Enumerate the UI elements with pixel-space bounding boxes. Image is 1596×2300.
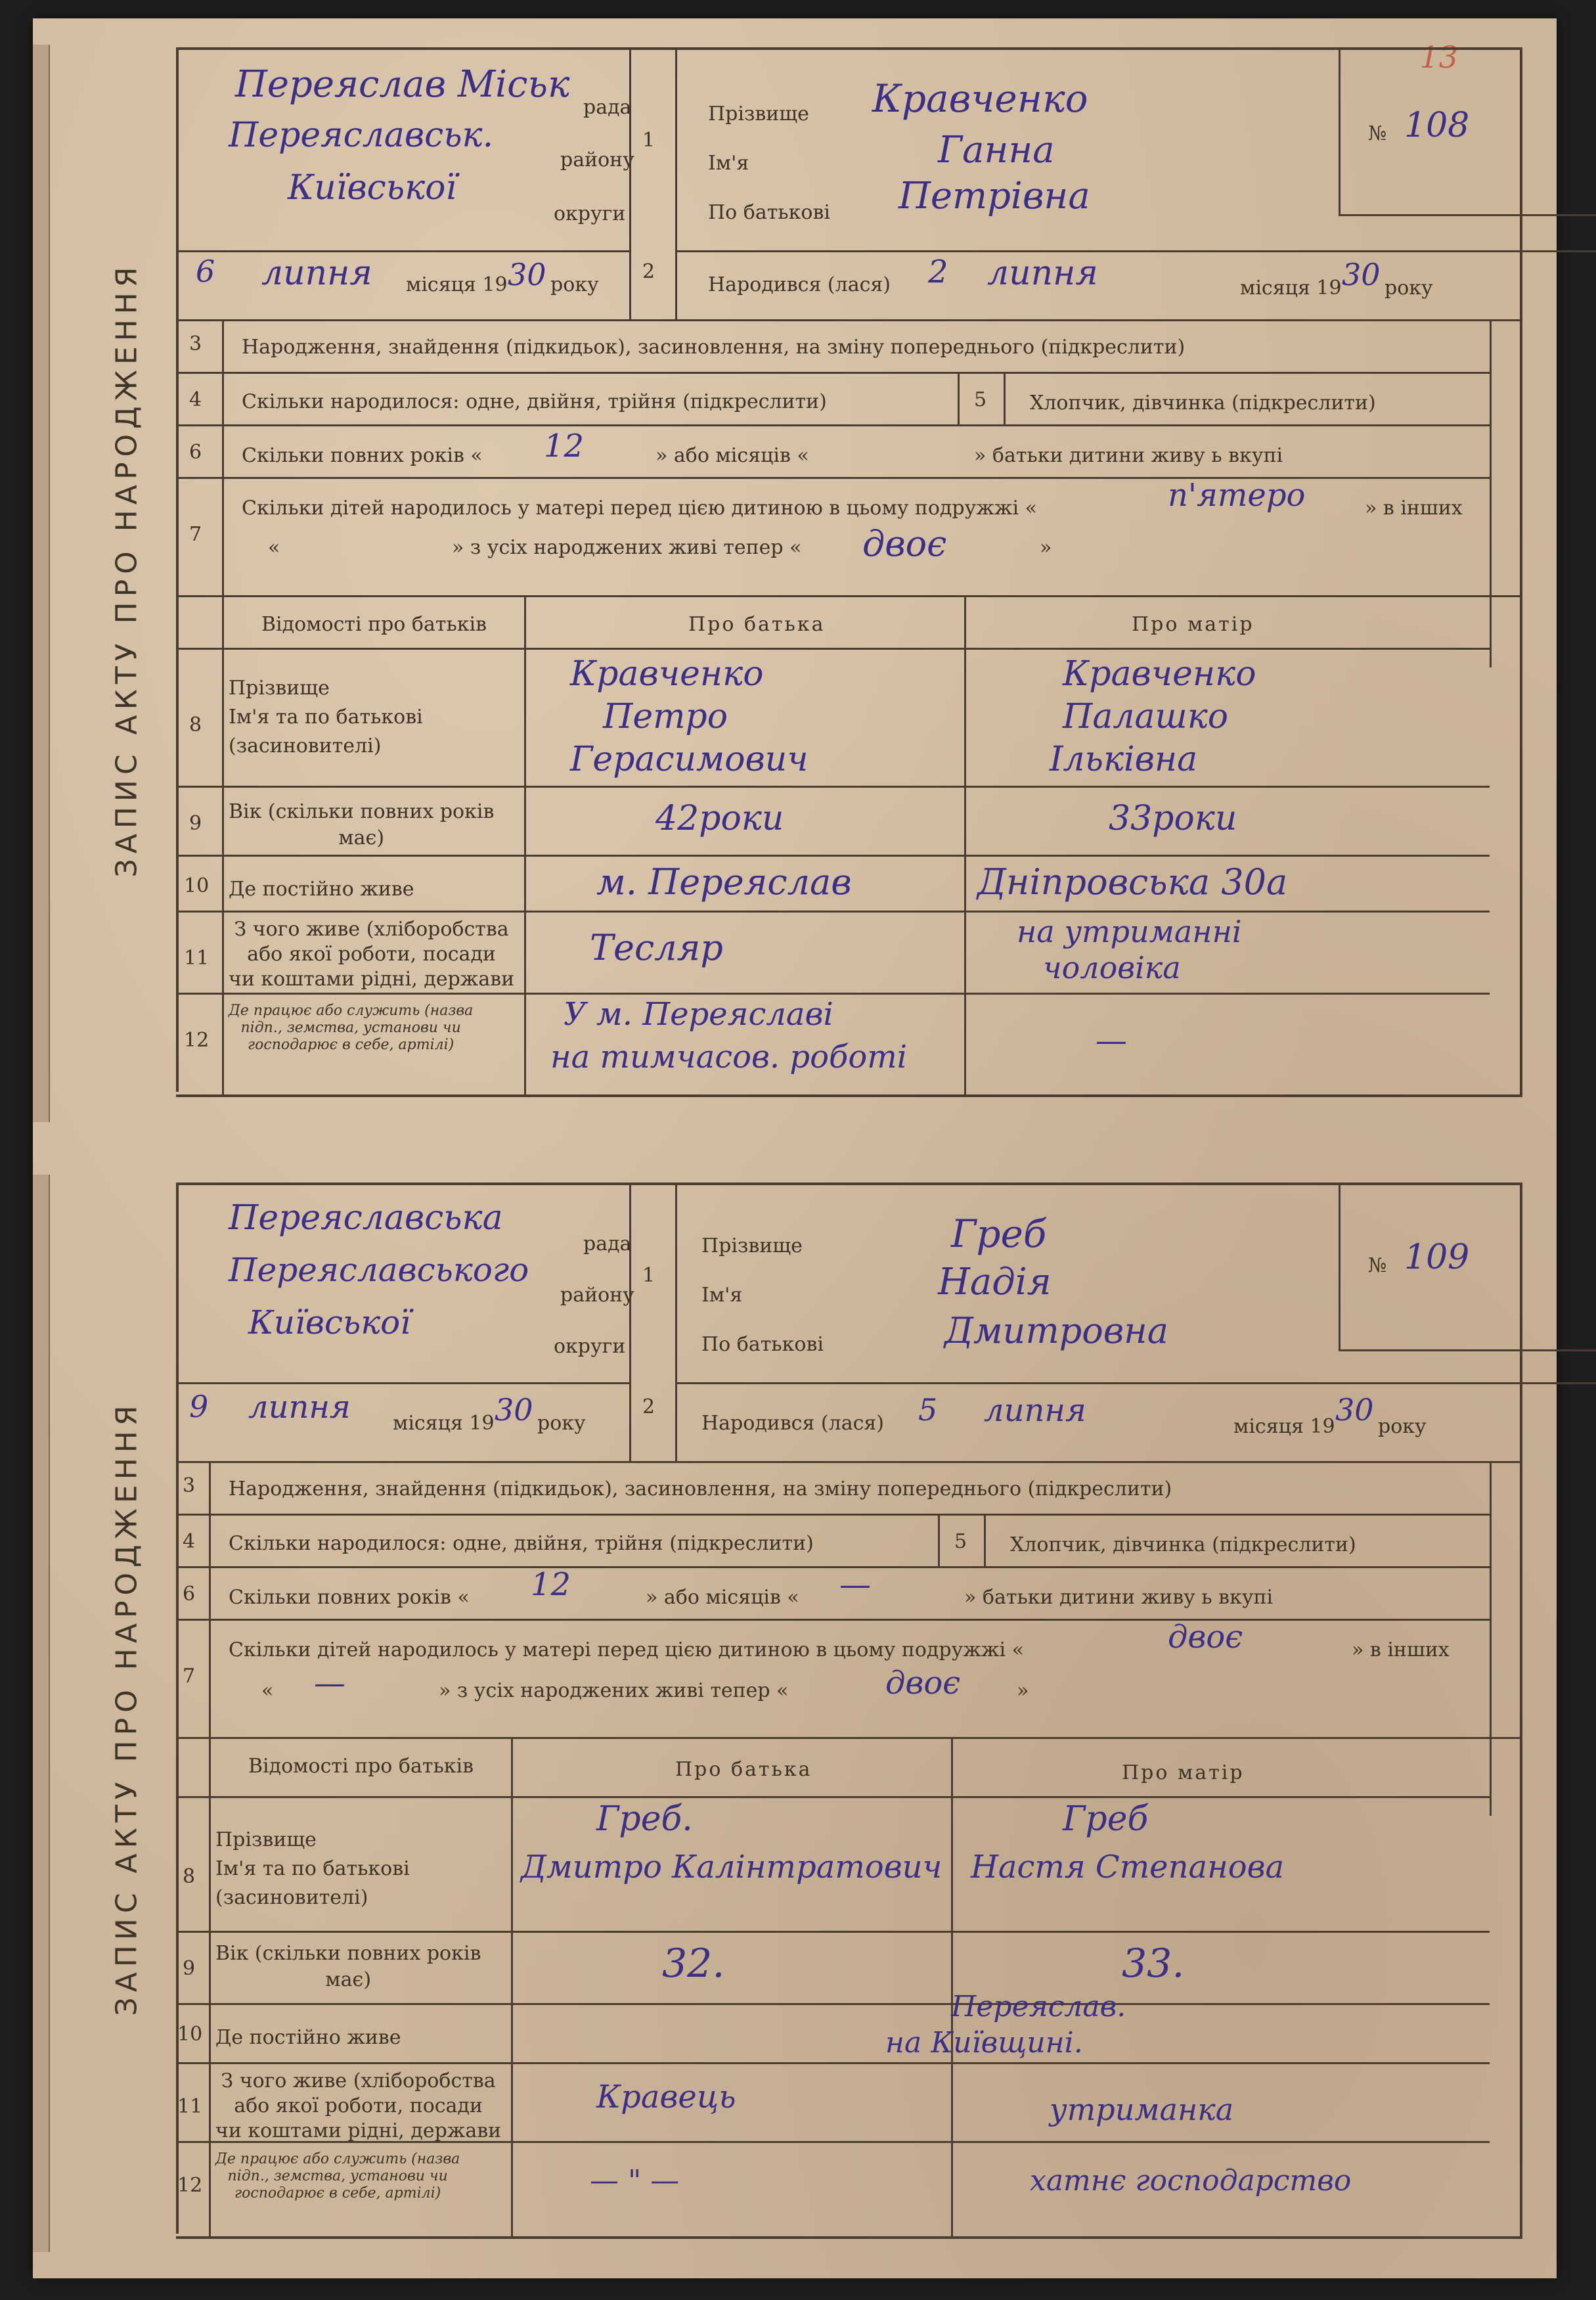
birth-day: 5 (918, 1392, 938, 1428)
birth-record-1 (78, 47, 1522, 1092)
father-occupation: Тесляр (590, 927, 723, 968)
months-together: — (839, 1566, 871, 1603)
reg-month: липня (261, 254, 372, 293)
birth-record-2 (78, 1183, 1522, 2234)
okruha-value: Київської (248, 1303, 411, 1342)
left-sheet-edge-top (33, 45, 50, 1122)
child-surname: Греб (951, 1211, 1047, 1256)
child-name: Ганна (938, 129, 1055, 171)
record-number: 109 (1404, 1238, 1470, 1277)
mother-residence-line-2: на Київщині. (885, 2026, 1083, 2060)
mother-first-name: Палашко (1063, 697, 1229, 736)
birth-year: 30 (1335, 1392, 1374, 1428)
mother-patronymic: Ільківна (1050, 740, 1198, 779)
rada-value: Переяславська (229, 1198, 503, 1238)
mother-full-name: Настя Степанова (971, 1849, 1285, 1885)
birth-month: липня (987, 254, 1098, 293)
father-workplace: — " — (590, 2164, 680, 2198)
reg-year: 30 (495, 1392, 533, 1428)
reg-day: 9 (189, 1389, 209, 1424)
record-number: 108 (1404, 106, 1470, 145)
mother-surname: Греб (1063, 1799, 1149, 1839)
children-before: двоє (1168, 1619, 1243, 1656)
mother-occupation: утриманка (1050, 2092, 1234, 2127)
father-occupation: Кравець (596, 2079, 736, 2115)
father-patronymic: Герасимович (570, 740, 809, 779)
reg-month: липня (248, 1389, 351, 1426)
birth-month: липня (984, 1392, 1086, 1429)
father-surname: Кравченко (570, 654, 764, 694)
reg-day: 6 (196, 254, 215, 289)
father-first-name: Петро (603, 697, 728, 736)
mother-workplace: хатнє господарство (1030, 2164, 1352, 2198)
father-age: 42роки (655, 799, 784, 838)
children-other: — (314, 1665, 345, 1702)
child-patronymic: Дмитровна (944, 1310, 1168, 1351)
years-together: 12 (544, 428, 585, 464)
rada-value: Переяслав Міськ (235, 63, 570, 106)
raion-value: Переяславського (229, 1251, 529, 1289)
mother-workplace: — (1096, 1022, 1127, 1059)
father-residence: м. Переяслав (596, 861, 852, 903)
children-alive: двоє (885, 1665, 961, 1702)
record-grid: Переяславська рада Переяславського району Київської округи 1 2 9 липня місяця 19 30 року Прізвище Греб Ім'я Надія По батькові Дмитровна № 109 Народився (лася) 5 липня місяця 19 30 року 3 Народження, знайдення (підкидьок), засиновлення, на зміну попереднього (підкреслити) 4 Скільки народилося: одне, двійня, трійня (підкреслити) 5 Хлопчик, дівчинка (підкреслити) 6 Скільки повних років « 12 » або місяців « — » батьки дитини живу ь вкупі 7 Скільки дітей народилось у матері перед цією дитиною в цьому подружжі « двоє » в інших « — » з усіх народжених живі тепер « двоє » Відомості про батьків Про батька Про матір 8 Прізвище Ім'я та по батькові (засиновителі) Греб. Дмитро Калінтратович Греб Настя Степанова 9 Вік (скільки повних років має) 32. 33. 10 Де постійно живе Переяслав. на Київщині. 11 З чого живе (хліборобства або якої роботи, посади чи коштами рідні, держави Кравець утриманка 12 Де працює або служить (назва підп., земства, установи чи господарює в себе, артілі) — " — хатнє господарство (176, 1183, 1522, 2239)
page-number: 13 (1419, 39, 1458, 75)
record-vertical-title: ЗАПИС АКТУ ПРО НАРОДЖЕННЯ (78, 47, 179, 1092)
raion-value: Переяславськ. (229, 116, 494, 155)
left-sheet-edge-bottom (33, 1175, 50, 2252)
mother-occupation-line-2: чоловіка (1043, 950, 1181, 985)
mother-age: 33роки (1109, 799, 1237, 838)
child-name: Надія (938, 1261, 1052, 1303)
record-grid: Переяслав Міськ рада Переяславськ. району Київської округи 1 2 6 липня місяця 19 30 року Прізвище Кравченко Ім'я Ганна По батькові Петрівна № 108 Народився (лася) 2 липня місяця 19 30 року 3 Народження, знайдення (підкидьок), засиновлення, на зміну попереднього (підкреслити) 4 Скільки народилося: одне, двійня, трійня (підкреслити) 5 Хлопчик, дівчинка (підкреслити) 6 Скільки повних років « 12 » або місяців « » батьки дитини живу ь вкупі 7 Скільки дітей народилось у матері перед цією дитиною в цьому подружжі « п'ятеро » в інших « » з усіх народжених живі тепер « двоє » Відомості про батьків Про батька Про матір 8 Прізвище Ім'я та по батькові (засиновителі) Кравченко Петро Герасимович Кравченко Палашко Ільківна 9 Вік (скільки повних років має) 42роки 33роки 10 Де постійно живе м. Переяслав Дніпровська 30а 11 З чого живе (хліборобства або якої роботи, посади чи коштами рідні, держави Тесляр на утриманні чоловіка 12 Де працює або служить (назва підп., земства, установи чи господарює в себе, артілі) У м. Переяславі на тимчасов. роботі — (176, 47, 1522, 1097)
reg-year: 30 (508, 257, 546, 292)
record-vertical-title: ЗАПИС АКТУ ПРО НАРОДЖЕННЯ (78, 1183, 179, 2234)
child-patronymic: Петрівна (898, 175, 1090, 217)
mother-occupation-line-1: на утриманні (1017, 914, 1242, 949)
mother-residence: Дніпровська 30а (977, 861, 1288, 903)
father-age: 32. (662, 1941, 725, 1987)
mother-age: 33. (1122, 1941, 1185, 1987)
father-surname: Греб. (596, 1799, 693, 1839)
birth-year: 30 (1342, 257, 1381, 292)
okruha-value: Київської (288, 168, 457, 208)
child-surname: Кравченко (872, 76, 1088, 121)
birth-day: 2 (928, 254, 948, 290)
children-alive: двоє (862, 523, 947, 564)
father-workplace-line-2: на тимчасов. роботі (550, 1039, 908, 1075)
mother-surname: Кравченко (1063, 654, 1256, 694)
years-together: 12 (531, 1566, 571, 1603)
mother-residence-line-1: Переяслав. (951, 1990, 1126, 2023)
father-workplace-line-1: У м. Переяславі (564, 996, 833, 1033)
father-full-name: Дмитро Калінтратович (521, 1849, 942, 1885)
children-before: п'ятеро (1168, 477, 1306, 514)
